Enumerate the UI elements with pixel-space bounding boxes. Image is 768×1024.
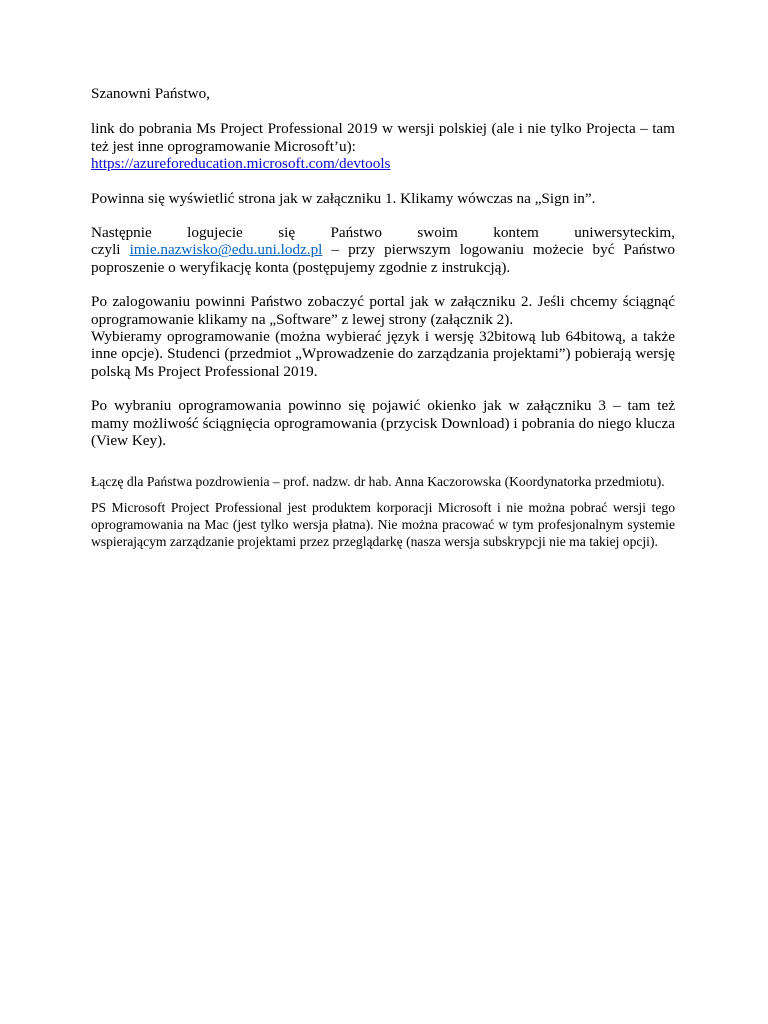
- word: swoim: [417, 224, 458, 242]
- login-prefix: czyli: [91, 241, 121, 259]
- email-link[interactable]: imie.nazwisko@edu.uni.lodz.pl: [129, 241, 323, 259]
- paragraph-portal: [91, 293, 675, 380]
- paragraph-line: Wybieramy oprogramowanie (można wybierać język i wersję 32bitową lub 64bitową, a także inne opcje). Studenci (przedmiot „Wprowadzenie do zarządzania projektami”) pobierają wersję polską Ms Project Professional 2019.: [91, 328, 675, 380]
- paragraph-line: oprogramowanie klikamy na „Software” z lewej strony (załącznik 2).: [91, 310, 514, 328]
- word: kontem: [493, 224, 539, 242]
- paragraph-line: też jest inne oprogramowanie Microsoft’u):: [91, 137, 356, 155]
- login-first-line: [91, 224, 675, 241]
- paragraph-login: [91, 224, 675, 276]
- paragraph-regards: Łączę dla Państwa pozdrowienia – prof. nadzw. dr hab. Anna Kaczorowska (Koordynatorka przedmiotu).: [91, 473, 665, 489]
- word: logujecie: [187, 224, 243, 242]
- word: się: [278, 224, 296, 242]
- paragraph-line: link do pobrania Ms Project Professional 2019 w wersji polskiej (ale i nie tylko Projecta – tam: [91, 120, 675, 138]
- word: Następnie: [91, 224, 152, 242]
- login-rest: [91, 241, 675, 276]
- paragraph-sign-in: Powinna się wyświetlić strona jak w załączniku 1. Klikamy wówczas na „Sign in”.: [91, 189, 596, 207]
- login-suffix: – przy pierwszym logowaniu możecie być Państwo poproszenie o weryfikację konta (postępujemy zgodnie z instrukcją).: [91, 241, 676, 276]
- download-url-link[interactable]: https://azureforeducation.microsoft.com/devtools: [91, 155, 391, 173]
- word: Państwo: [330, 224, 382, 242]
- greeting: Szanowni Państwo,: [91, 85, 210, 102]
- paragraph-line: Po zalogowaniu powinni Państwo zobaczyć portal jak w załączniku 2. Jeśli chcemy ściągnąć: [91, 293, 675, 311]
- download-url-line: [91, 155, 675, 172]
- paragraph-download-link: [91, 120, 675, 172]
- paragraph-download-window: Po wybraniu oprogramowania powinno się pojawić okienko jak w załączniku 3 – tam też mamy możliwość ściągnięcia oprogramowania (przycisk Download) i pobrania do niego klucza (View Key).: [91, 397, 675, 450]
- word: uniwersyteckim,: [574, 224, 675, 242]
- letter-body: [91, 85, 675, 551]
- paragraph-postscript: PS Microsoft Project Professional jest produktem korporacji Microsoft i nie można pobrać wersji tego oprogramowania na Mac (jest tylko wersja płatna). Nie można pracować w tym profesjonalnym systemie wspierającym zarządzanie projektami przez przeglądarkę (nasza wersja subskrypcji nie ma takiej opcji).: [91, 500, 675, 549]
